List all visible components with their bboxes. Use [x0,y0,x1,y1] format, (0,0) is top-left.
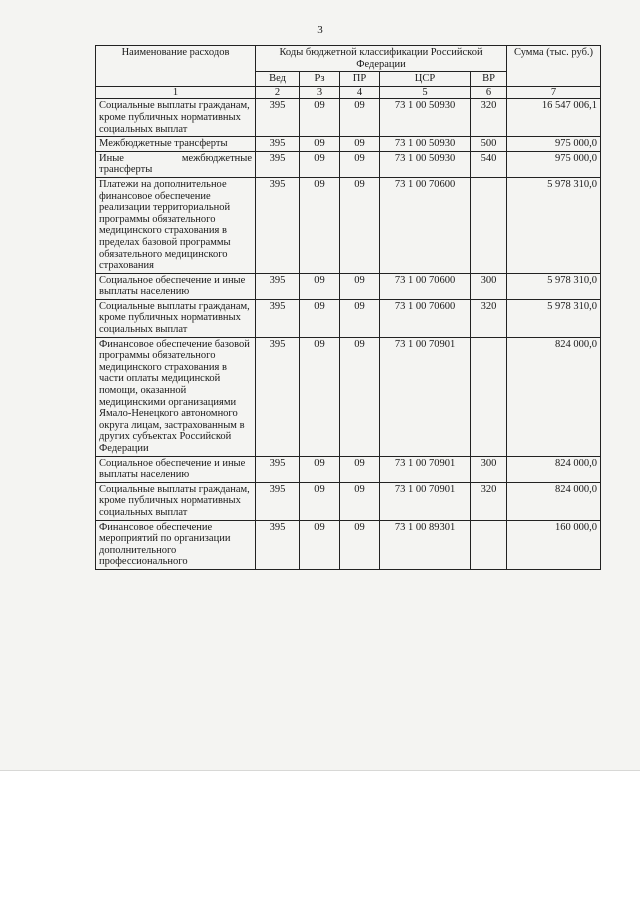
col-number: 6 [471,86,507,99]
row-sum: 824 000,0 [507,482,601,520]
row-ved: 395 [256,337,300,456]
row-csr: 73 1 00 70901 [380,482,471,520]
budget-table [95,45,601,570]
row-csr: 73 1 00 50930 [380,99,471,137]
header-rz: Рз [300,72,340,87]
col-number: 2 [256,86,300,99]
row-sum: 5 978 310,0 [507,299,601,337]
row-name: Социальные выплаты гражданам, кроме публичных нормативных социальных выплат [96,99,256,137]
row-rz: 09 [300,482,340,520]
table-row [96,273,601,299]
row-vr: 320 [471,299,507,337]
row-csr: 73 1 00 89301 [380,520,471,569]
row-rz: 09 [300,273,340,299]
row-rz: 09 [300,299,340,337]
row-pr: 09 [340,337,380,456]
row-sum: 5 978 310,0 [507,177,601,273]
row-rz: 09 [300,520,340,569]
row-vr: 540 [471,151,507,177]
row-pr: 09 [340,299,380,337]
row-pr: 09 [340,151,380,177]
page-number: 3 [317,24,323,36]
row-name: Финансовое обеспечение базовой программы обязательного медицинского страхования в части оплаты медицинской помощи, оказанной медицинскими организациями Ямало-Ненецкого автономного округа лицам, застрахованным в других субъектах Российской Федерации [96,337,256,456]
row-vr: 500 [471,137,507,152]
row-csr: 73 1 00 50930 [380,137,471,152]
row-vr: 300 [471,273,507,299]
row-name: Социальные выплаты гражданам, кроме публичных нормативных социальных выплат [96,299,256,337]
row-sum: 5 978 310,0 [507,273,601,299]
table-row [96,482,601,520]
row-csr: 73 1 00 70901 [380,456,471,482]
row-csr: 73 1 00 70901 [380,337,471,456]
table-row [96,520,601,569]
row-ved: 395 [256,99,300,137]
row-pr: 09 [340,137,380,152]
row-ved: 395 [256,482,300,520]
row-vr [471,337,507,456]
row-pr: 09 [340,482,380,520]
row-ved: 395 [256,520,300,569]
row-name: Иные межбюджетные трансферты [96,151,256,177]
table-row [96,299,601,337]
row-pr: 09 [340,520,380,569]
row-pr: 09 [340,273,380,299]
row-ved: 395 [256,456,300,482]
row-rz: 09 [300,137,340,152]
row-rz: 09 [300,177,340,273]
row-name: Финансовое обеспечение мероприятий по организации дополнительного профессионального [96,520,256,569]
row-name: Межбюджетные трансферты [96,137,256,152]
header-name-col: Наименование расходов [96,46,256,87]
row-pr: 09 [340,456,380,482]
row-ved: 395 [256,177,300,273]
table-row [96,337,601,456]
table-row [96,456,601,482]
row-sum: 16 547 006,1 [507,99,601,137]
row-rz: 09 [300,151,340,177]
row-sum: 824 000,0 [507,337,601,456]
row-sum: 975 000,0 [507,137,601,152]
col-number: 3 [300,86,340,99]
row-ved: 395 [256,151,300,177]
row-csr: 73 1 00 70600 [380,177,471,273]
row-name: Платежи на дополнительное финансовое обеспечение реализации территориальной программы обязательного медицинского страхования в пределах базовой программы обязательного медицинского страхования [96,177,256,273]
col-number: 4 [340,86,380,99]
col-number: 5 [380,86,471,99]
row-rz: 09 [300,337,340,456]
table-row [96,99,601,137]
header-pr: ПР [340,72,380,87]
row-vr: 300 [471,456,507,482]
header-ved: Вед [256,72,300,87]
row-name: Социальные выплаты гражданам, кроме публичных нормативных социальных выплат [96,482,256,520]
row-vr: 320 [471,99,507,137]
table-row [96,137,601,152]
row-rz: 09 [300,456,340,482]
row-sum: 824 000,0 [507,456,601,482]
row-vr: 320 [471,482,507,520]
header-codes-group: Коды бюджетной классификации Российской Федерации [256,46,507,72]
row-vr [471,520,507,569]
table-row [96,151,601,177]
row-csr: 73 1 00 70600 [380,273,471,299]
row-rz: 09 [300,99,340,137]
header-sum-col: Сумма (тыс. руб.) [507,46,601,87]
row-sum: 975 000,0 [507,151,601,177]
row-sum: 160 000,0 [507,520,601,569]
row-pr: 09 [340,177,380,273]
header-csr: ЦСР [380,72,471,87]
row-name: Социальное обеспечение и иные выплаты населению [96,273,256,299]
row-ved: 395 [256,273,300,299]
table-row [96,177,601,273]
row-csr: 73 1 00 70600 [380,299,471,337]
row-csr: 73 1 00 50930 [380,151,471,177]
col-number: 1 [96,86,256,99]
row-ved: 395 [256,137,300,152]
row-name: Социальное обеспечение и иные выплаты населению [96,456,256,482]
row-vr [471,177,507,273]
col-number: 7 [507,86,601,99]
row-ved: 395 [256,299,300,337]
header-vr: ВР [471,72,507,87]
row-pr: 09 [340,99,380,137]
